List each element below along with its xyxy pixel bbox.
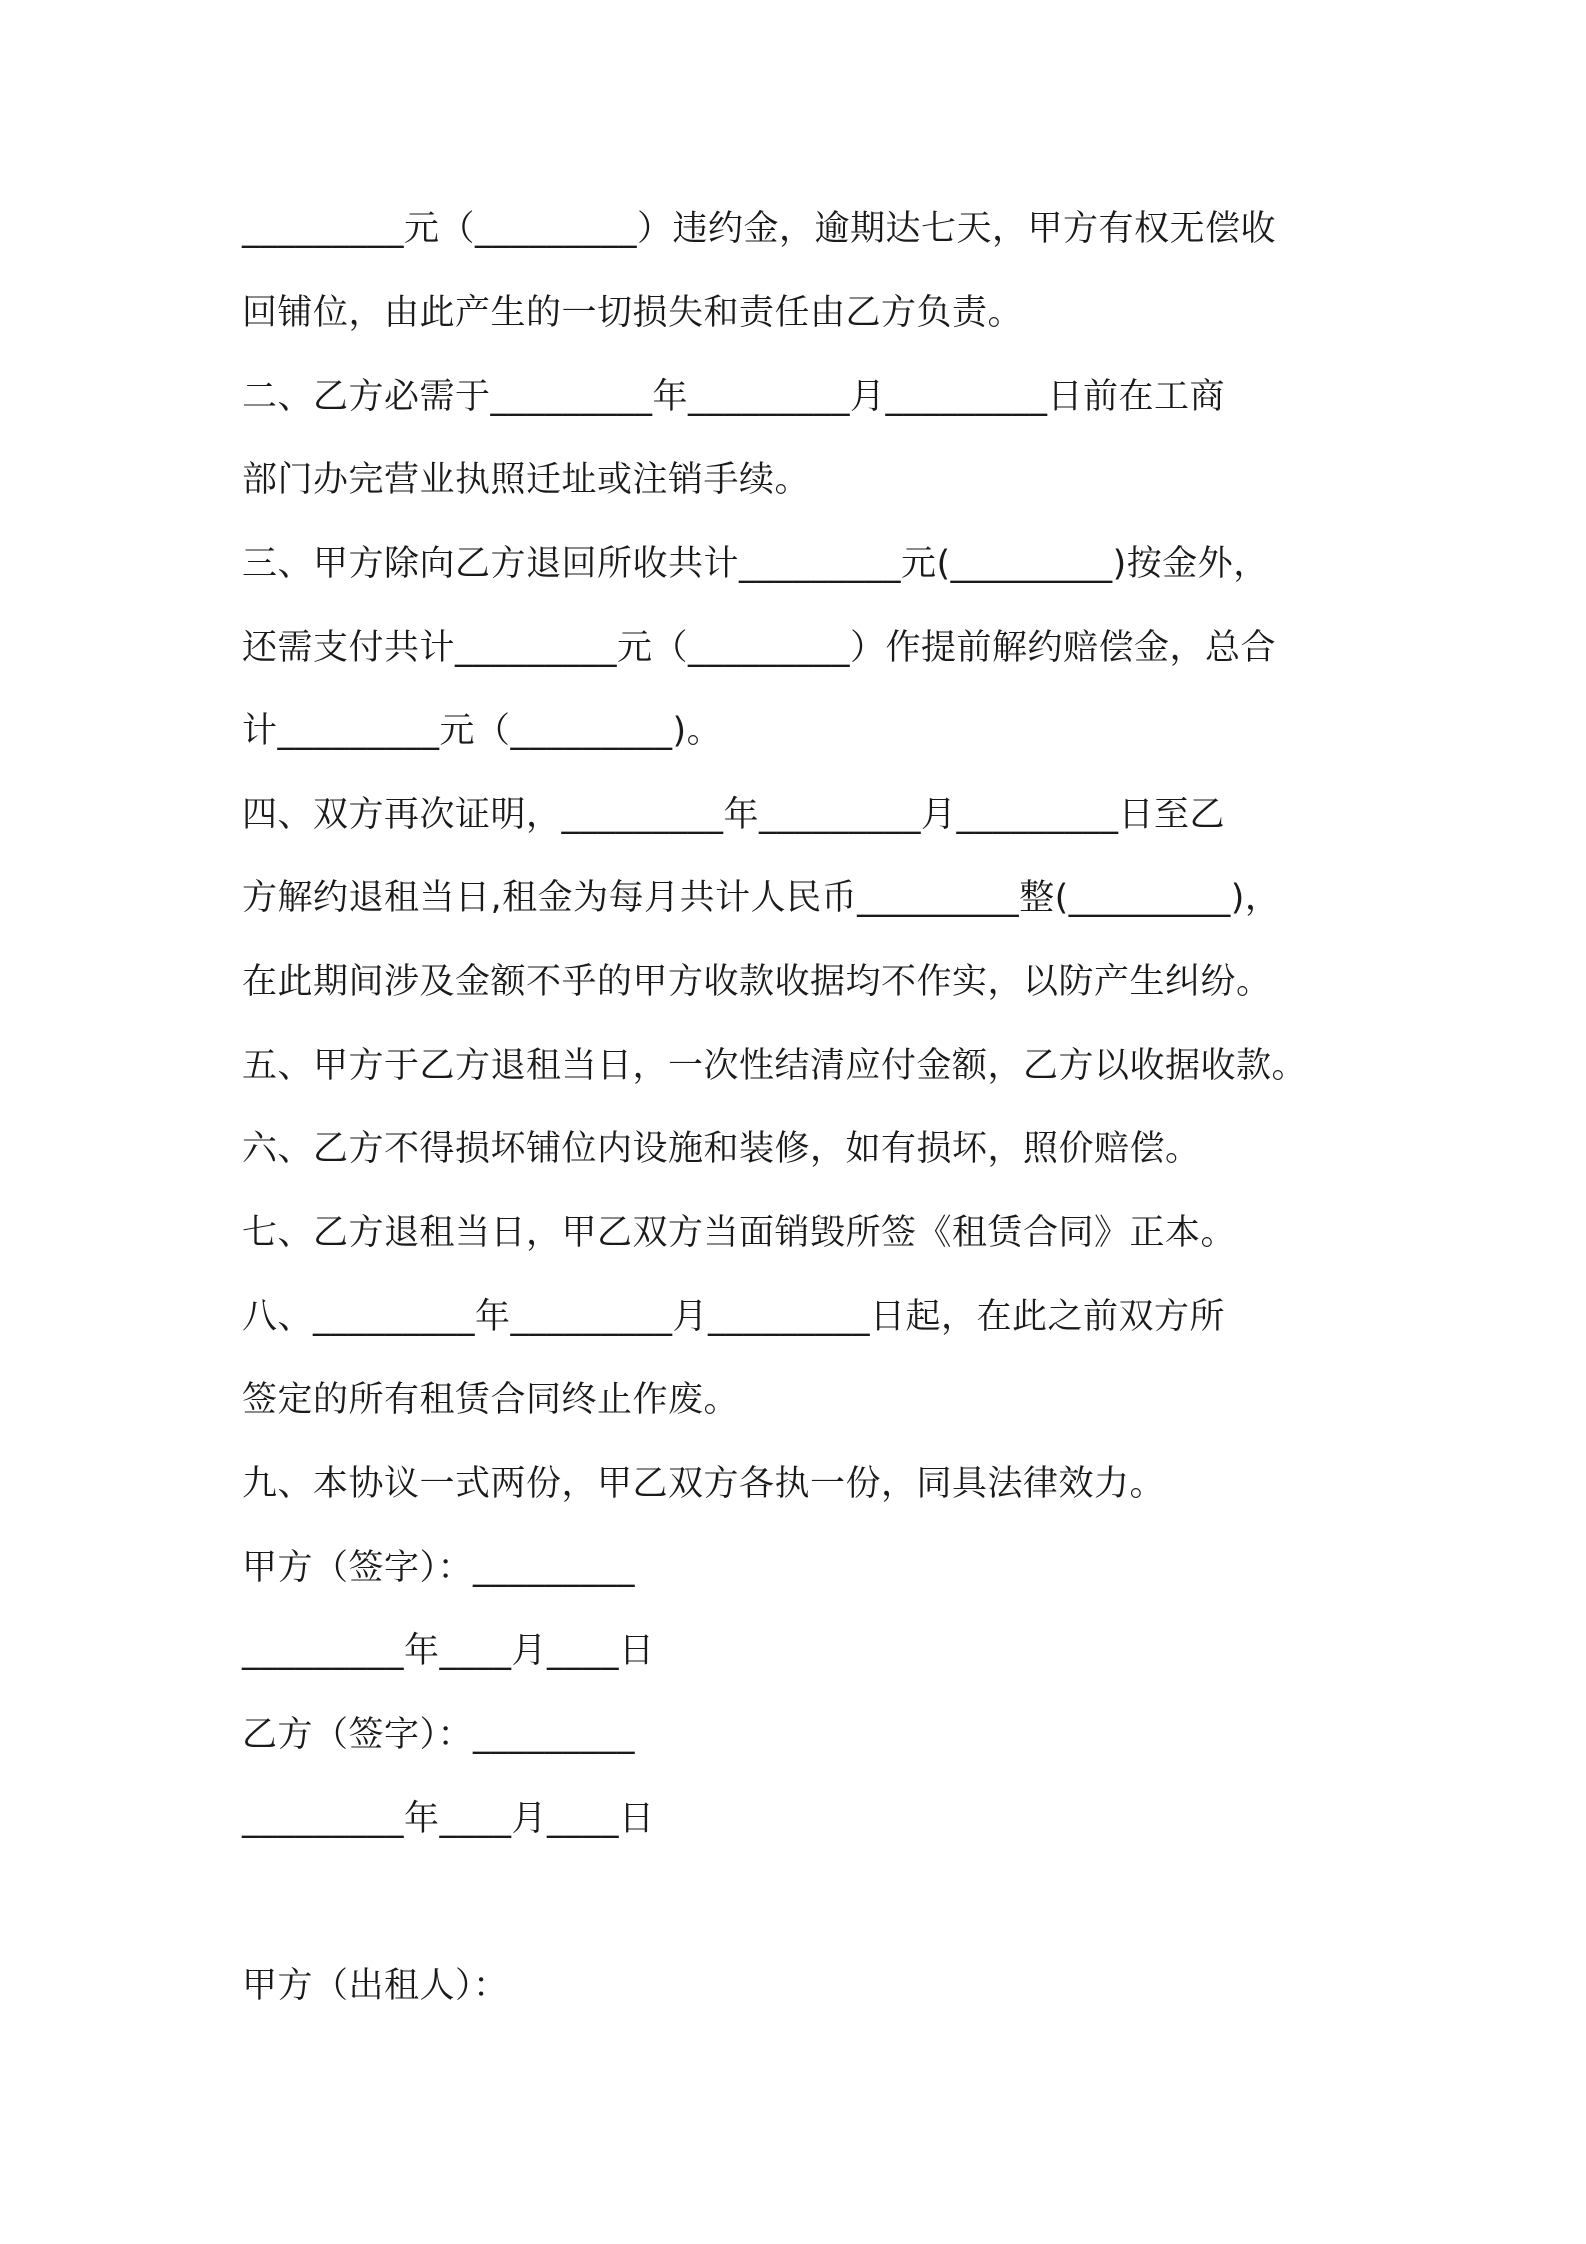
text-line-1: _________元（_________）违约金，逾期达七天，甲方有权无偿收 <box>242 209 1277 249</box>
text-line-12: 六、乙方不得损坏铺位内设施和装修，如有损坏，照价赔偿。 <box>242 1129 1201 1169</box>
date-party-b: _________年____月____日 <box>242 1799 655 1839</box>
date-party-a: _________年____月____日 <box>242 1631 655 1671</box>
text-line-3: 二、乙方必需于_________年_________月_________日前在工商 <box>242 377 1226 417</box>
text-line-2: 回铺位，由此产生的一切损失和责任由乙方负责。 <box>242 293 1024 333</box>
text-line-14: 八、_________年_________月_________日起，在此之前双方所 <box>242 1297 1226 1337</box>
text-line-5: 三、甲方除向乙方退回所收共计_________元(_________)按金外， <box>242 544 1269 584</box>
text-line-16: 九、本协议一式两份，甲乙双方各执一份，同具法律效力。 <box>242 1464 1166 1504</box>
text-line-8: 四、双方再次证明，_________年_________月_________日至乙 <box>242 795 1226 835</box>
text-line-13: 七、乙方退租当日，甲乙双方当面销毁所签《租赁合同》正本。 <box>242 1213 1237 1253</box>
text-line-7: 计_________元（_________)。 <box>242 711 723 751</box>
lessor-label: 甲方（出租人）： <box>242 1966 509 2006</box>
text-line-10: 在此期间涉及金额不乎的甲方收款收据均不作实，以防产生纠纷。 <box>242 962 1272 1002</box>
signature-party-a: 甲方（签字）：_________ <box>242 1548 636 1588</box>
signature-party-b: 乙方（签字）：_________ <box>242 1715 636 1755</box>
text-line-4: 部门办完营业执照迁址或注销手续。 <box>242 460 811 500</box>
text-line-11: 五、甲方于乙方退租当日，一次性结清应付金额，乙方以收据收款。 <box>242 1046 1308 1086</box>
text-line-15: 签定的所有租赁合同终止作废。 <box>242 1380 740 1420</box>
text-line-9: 方解约退租当日,租金为每月共计人民币_________整(_________)， <box>242 878 1281 918</box>
text-line-6: 还需支付共计_________元（_________）作提前解约赔偿金，总合 <box>242 628 1277 668</box>
